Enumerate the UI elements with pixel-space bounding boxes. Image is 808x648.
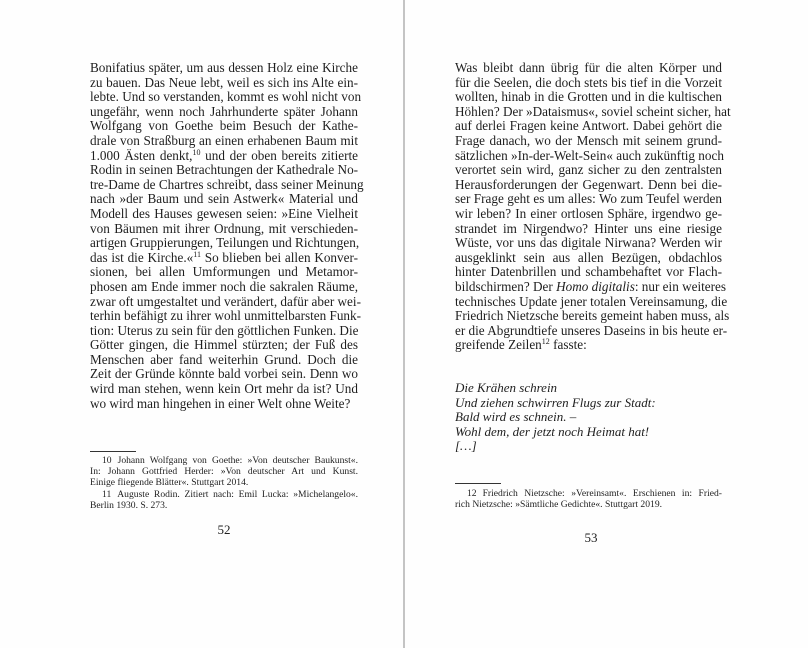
left-footnotes — [90, 455, 358, 511]
footnote-ref-10[interactable]: 10 — [192, 147, 201, 157]
text-line: ungefähr, wenn noch Jahrhunderte später Johann — [90, 103, 358, 119]
text-line: wir leben? In einer ortlosen Sphäre, irgendwo ge- — [455, 205, 722, 221]
text-line: Frage danach, wo der Mensch mit seinem grund- — [455, 132, 722, 148]
text-line: Rodin in seinen Betrachtungen der Kathedrale No- — [90, 162, 359, 178]
footnote-divider — [455, 483, 501, 484]
text-line: nach »der Baum und sein Astwerk« Material und — [90, 191, 358, 207]
text-line: Wüste, vor uns das digitale Nirwana? Werden wir — [455, 235, 722, 251]
right-footnotes — [455, 488, 722, 510]
footnote-text: Johann Wolfgang von Goethe: »Von deutscher Baukunst«. — [117, 455, 358, 466]
text-line: ser Frage geht es um alles: Wo zum Teufel werden — [455, 191, 722, 207]
footnote-number: 10 — [102, 455, 112, 466]
text-line: ausgeklinkt sein aus allen Bezügen, obdachlos — [455, 249, 722, 265]
text-line: zwar oft umgestaltet und verändert, dafür aber wei- — [90, 293, 361, 309]
poem-line: Und ziehen schwirren Flugs zur Stadt: — [455, 394, 656, 410]
poem-line: […] — [455, 438, 477, 454]
footnote-number: 12 — [467, 488, 477, 499]
text-segment: So blieben bei allen Konver- — [200, 249, 358, 265]
right-page — [405, 0, 808, 648]
footnote-line — [90, 489, 358, 500]
footnote-text: Auguste Rodin. Zitiert nach: Emil Lucka: »Michelangelo«. — [117, 488, 358, 500]
text-line: strandet im Nirgendwo? Hinter uns eine riesige — [455, 220, 722, 236]
footnote-ref-11[interactable]: 11 — [193, 249, 201, 259]
text-line: verortet sein wird, ganz sicher zu den zentralsten — [455, 162, 722, 178]
text-segment: und der oben bereits zitierte — [200, 147, 358, 163]
text-segment: bildschirmen? Der — [455, 278, 557, 294]
footnote-line: Einige fliegende Blätter«. Stuttgart 2014. — [90, 477, 249, 489]
text-line: lebte. Und so verstanden, kommt es wohl nicht von — [90, 89, 362, 105]
footnote-ref-12[interactable]: 12 — [541, 337, 550, 347]
right-body-text — [455, 60, 731, 353]
text-line: Bonifatius später, um aus dessen Holz eine Kirche — [90, 60, 358, 75]
text-line: Götter gingen, die Himmel stürzten; der Fuß des — [90, 337, 358, 353]
text-line: technisches Update jener totalen Vereinsamung, die — [455, 293, 728, 309]
footnote-line: Berlin 1930. S. 273. — [90, 499, 168, 511]
text-line: phosen am Ende immer noch die sakralen Räume, — [90, 278, 358, 294]
footnote-line: In: Johann Gottfried Herder: »Von deutscher Art und Kunst. — [90, 466, 358, 478]
page-number-right: 53 — [584, 530, 598, 545]
text-line: Höhlen? Der »Dataismus«, soviel scheint sicher, hat — [455, 103, 731, 119]
text-segment: : nur ein weiteres — [634, 278, 727, 294]
text-line: sätzlichen »In-der-Welt-Sein« auch zukünftig noch — [455, 147, 724, 163]
text-line — [455, 338, 722, 353]
italic-term: Homo digitalis — [556, 278, 635, 294]
text-line: Herausforderungen der Gegenwart. Denn bei die- — [455, 176, 722, 192]
text-line: wollten, hinab in die Grotten und in die kultischen — [455, 89, 722, 105]
text-line: Menschen aber fand weiterhin Grund. Doch die — [90, 351, 358, 367]
footnote-divider — [90, 451, 136, 452]
text-line: Zeit der Gründe könnte bald vorbei sein. Denn wo — [90, 366, 358, 382]
footnote-line — [90, 455, 358, 466]
text-line — [90, 251, 358, 266]
page-number-left: 52 — [217, 522, 231, 537]
text-line: terhin befähigt zu ihrer wohl unmittelbarsten Funk- — [90, 308, 362, 324]
text-line: hinter Datenbrillen und schambehaftet vor Flach- — [455, 264, 722, 280]
text-line: für die Seelen, die doch stets bis tief in die Vorzeit — [455, 74, 722, 90]
text-line: Friedrich Nietzsche bereits gemeint haben muss, als — [455, 308, 730, 324]
text-line: sionen, bei allen Umformungen und Metamor- — [90, 264, 358, 280]
poem-line: Die Krähen schrein — [455, 380, 558, 395]
text-line: tion: Uterus zu sein für den göttlichen Funken. Die — [90, 322, 359, 338]
footnote-line — [455, 488, 722, 499]
text-line: wird man stehen, wenn kein Ort mehr da ist? Und — [90, 381, 358, 397]
text-segment: greifende Zeilen — [455, 337, 542, 353]
text-line: drale von Straßburg an einen erhabenen Baum mit — [90, 132, 358, 148]
text-line: Wolfgang von Goethe beim Besuch der Kathe- — [90, 118, 358, 134]
text-line: zu bauen. Das Neue lebt, weil es sich ins Alte ein- — [90, 74, 358, 90]
text-line: er die Abgrundtiefe unseres Daseins in bis heute er- — [455, 322, 728, 338]
text-line: artigen Gruppierungen, Teilungen und Richtungen, — [90, 235, 360, 251]
footnote-number: 11 — [102, 488, 112, 500]
left-body-text — [90, 60, 364, 411]
text-segment: fasste: — [549, 337, 587, 353]
text-line: auf derlei Fragen keine Antwort. Dabei gehört die — [455, 118, 722, 134]
text-line: wo wird man hingehen in einer Welt ohne Weite? — [90, 395, 351, 411]
poem-quote — [455, 381, 656, 454]
text-line: Was bleibt dann übrig für die alten Körper und — [455, 60, 722, 75]
poem-line: Wohl dem, der jetzt noch Heimat hat! — [455, 423, 650, 439]
footnote-text: Friedrich Nietzsche: »Vereinsamt«. Erschienen in: Fried- — [482, 488, 722, 499]
footnote-line: rich Nietzsche: »Sämtliche Gedichte«. Stuttgart 2019. — [455, 499, 663, 511]
text-line — [90, 149, 358, 164]
text-line — [455, 278, 727, 295]
poem-line: Bald wird es schnein. – — [455, 409, 577, 425]
text-segment: das ist die Kirche.« — [90, 249, 194, 265]
text-line: von Bäumen mit ihrer Ordnung, mit verschieden- — [90, 220, 358, 236]
text-line: tre-Dame de Chartres schreibt, dass seiner Meinung — [90, 176, 364, 192]
text-line: Modell des Hauses gewesen seien: »Eine Vielheit — [90, 205, 358, 221]
text-segment: 1.000 Ästen denkt, — [90, 147, 193, 163]
